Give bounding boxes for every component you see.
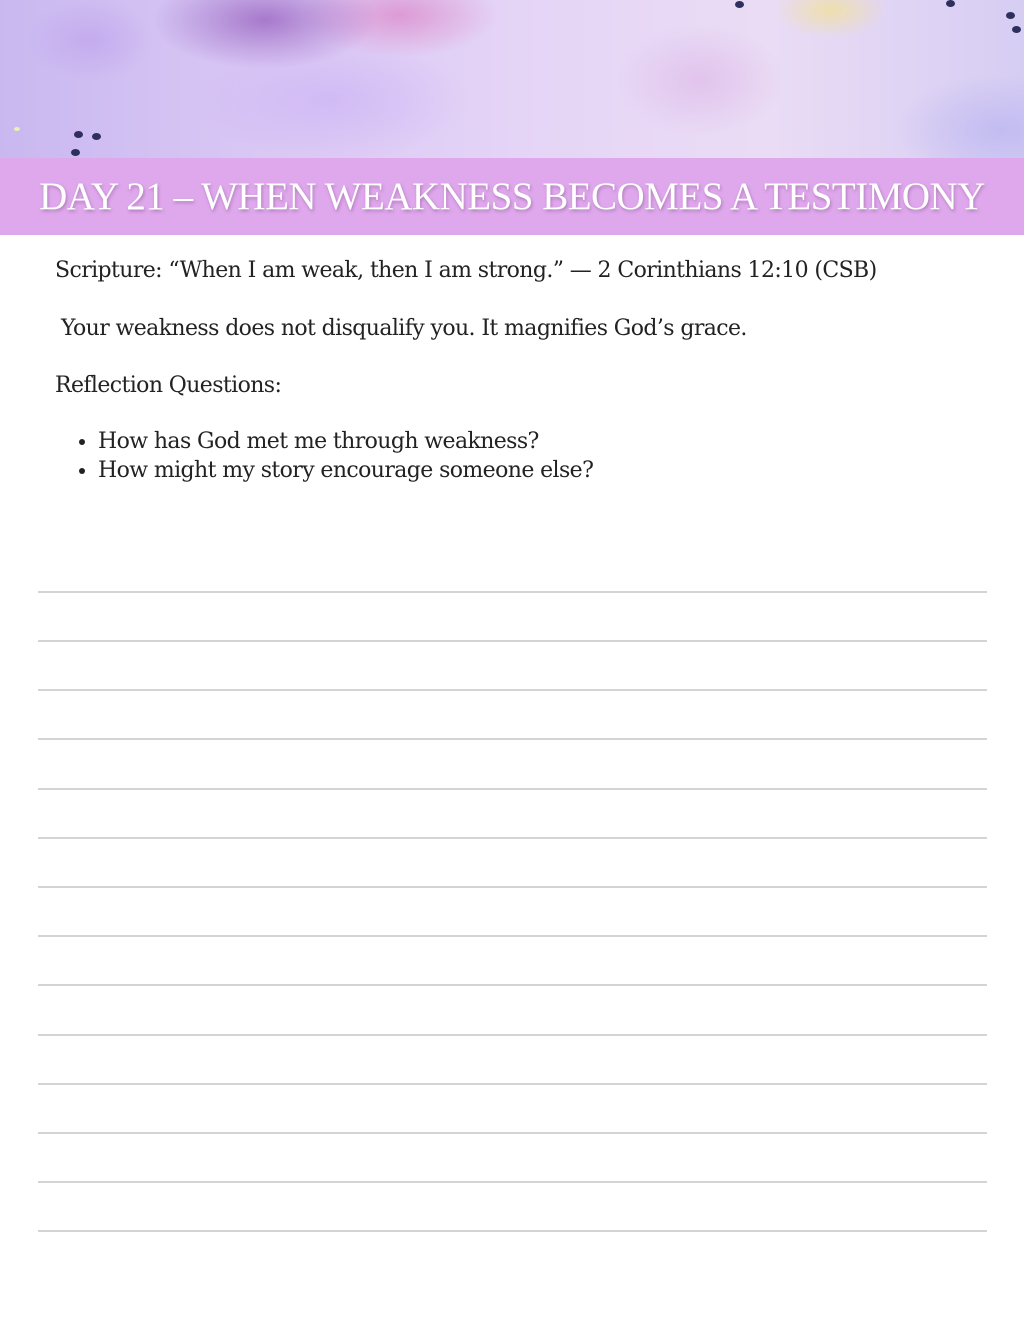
devotional-content (55, 256, 975, 485)
leaf-decoration-icon (735, 1, 744, 8)
journal-line[interactable] (38, 1230, 987, 1232)
leaf-decoration-icon (1012, 26, 1021, 33)
scripture-text: Scripture: “When I am weak, then I am strong.” — 2 Corinthians 12:10 (CSB) (55, 258, 877, 283)
reflection-question: • How might my story encourage someone else? (98, 456, 975, 485)
journal-line[interactable] (38, 640, 987, 642)
journal-line[interactable] (38, 689, 987, 691)
journal-line[interactable] (38, 788, 987, 790)
leaf-decoration-icon (71, 149, 80, 156)
reflection-heading: Reflection Questions: (55, 373, 282, 398)
journal-line[interactable] (38, 886, 987, 888)
journal-line[interactable] (38, 1132, 987, 1134)
journal-line[interactable] (38, 1181, 987, 1183)
leaf-decoration-icon (946, 0, 955, 7)
watercolor-banner (0, 0, 1024, 158)
devotional-message: Your weakness does not disqualify you. It magnifies God’s grace. (61, 316, 747, 341)
reflection-question: • How has God met me through weakness? (98, 427, 975, 456)
reflection-questions-list (55, 427, 975, 485)
journal-line[interactable] (38, 984, 987, 986)
journal-line[interactable] (38, 738, 987, 740)
leaf-decoration-icon (92, 133, 101, 140)
journal-line[interactable] (38, 1034, 987, 1036)
leaf-decoration-icon (1006, 12, 1015, 19)
title-band (0, 158, 1024, 235)
dot-decoration-icon (14, 127, 20, 131)
leaf-decoration-icon (74, 131, 83, 138)
journal-line[interactable] (38, 837, 987, 839)
journal-line[interactable] (38, 1083, 987, 1085)
journal-line[interactable] (38, 591, 987, 593)
page-title: DAY 21 – WHEN WEAKNESS BECOMES A TESTIMONY (39, 175, 985, 218)
journal-line[interactable] (38, 935, 987, 937)
